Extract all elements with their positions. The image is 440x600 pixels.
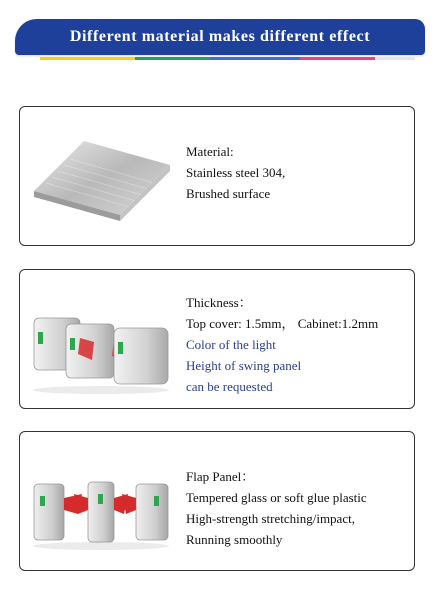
banner-stripe-green — [135, 57, 210, 60]
highlight-line-3: can be requested — [186, 379, 273, 394]
banner-stripe-blue — [210, 57, 300, 60]
flap-panel-text — [186, 466, 367, 550]
thickness-card — [19, 269, 415, 409]
flap-line-4: Running smoothly — [186, 532, 283, 547]
highlight-line-2: Height of swing panel — [186, 358, 302, 373]
brushed-steel-plate-image — [26, 117, 176, 235]
banner-stripe-gray — [375, 57, 415, 60]
thickness-line-2: Top cover: 1.5mm， Cabinet:1.2mm — [186, 316, 379, 331]
flap-barrier-image — [26, 442, 176, 560]
highlight-line-1: Color of the light — [186, 337, 276, 352]
title-banner — [15, 19, 425, 55]
flap-line-2: Tempered glass or soft glue plastic — [186, 490, 367, 505]
thickness-text — [186, 292, 378, 397]
material-line-1: Material: — [186, 144, 234, 159]
swing-turnstile-image — [26, 280, 176, 398]
material-text — [186, 141, 285, 204]
banner-title: Different material makes different effect — [69, 28, 371, 45]
material-line-2: Stainless steel 304, — [186, 165, 286, 180]
banner-stripe-pink — [300, 57, 375, 60]
flap-line-1: Flap Panel： — [186, 469, 255, 484]
thickness-line-1: Thickness： — [186, 295, 252, 310]
material-line-3: Brushed surface — [186, 186, 271, 201]
flap-line-3: High-strength stretching/impact, — [186, 511, 355, 526]
flap-panel-card — [19, 431, 415, 571]
banner-stripe-yellow — [40, 57, 135, 60]
material-card — [19, 106, 415, 246]
